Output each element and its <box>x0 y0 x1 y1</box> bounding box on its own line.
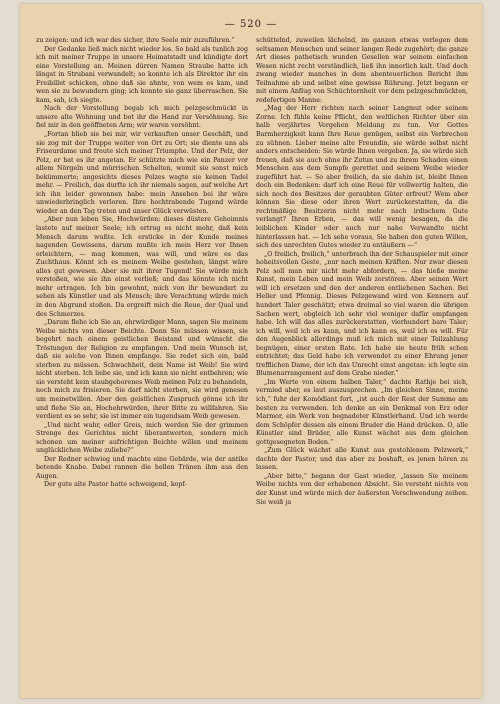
paragraph: „Fortan blieb sie bei mir, wir verkauften unser Geschäft, und sie zog mit der Truppe weiter von Ort zu Ort; sie diente uns als Friseurdame und freute sich meiner Triumphe. Und der Pelz, der Pelz, er hat es ihr angetan. Er schützte mich wie ein Panzer vor allem Nörgeln und mürrischen Schelten, womit sie sonst mich bekümmerte; angesichts dieses Pelzes wagte sie keinen Tadel mehr. — Freilich, das durfte ich ihr niemals sagen, auf welche Art ich ihn leider gewonnen habe: mein Ansehen bei ihr wäre unwiederbringlich verloren. Ihre hochtrabende Tugend würde wieder an den Tag treten und unser Glück verwüsten. <box>36 131 248 215</box>
newspaper-page <box>20 4 482 698</box>
text-column-right <box>256 37 468 507</box>
paragraph: Der gute alte Pastor hatte schweigend, kopf- <box>44 481 187 489</box>
paragraph: „Mag der Herr richten nach seiner Langmut oder seinem Zorne. Ich fühle keine Pflicht, den weltlichen Richter über ein halb verjährtes Vergehen Meldung zu tun. Vor Gottes Barmherzigkeit kann Ihre Reue genügen, selbst ein Verbrechen zu sühnen. Lieber meine alte Freundin, sie würde selbst nicht anders entscheiden: Sie würde Ihnen vergeben. Ja, sie würde sich freuen, daß sie auch ohne ihr Zutun und zu ihrem Schaden einen Menschen aus dem Sumpfe gerettet und seinem Weibe wieder zugeführt hat. — So aber freilich, da sie dahin ist, bleibt Ihnen doch ein Bedenken: darf ich eine Reue für vollwertig halten, die sich noch des Besitzes der geraubten Güter erfreut? Wem aber können Sie diese oder ihren Wert zurückerstatten, da die rechtmäßige Besitzerin nicht mehr nach irdischem Gute verlangt? Ihren Erben, — das will wenig besagen, da die leiblichen Kinder oder auch nur nahe Verwandte nicht hinterlassen hat. — Ich sehe voraus, Sie haben den guten Willen, sich des unrechten Gutes wieder zu entäußern —“ <box>256 105 468 250</box>
paragraph: Der Gedanke ließ mich nicht wieder los. So bald als tunlich zog ich mit meiner Truppe in unsere Heimatstadt und kündigte dort eine Vorstellung an. Meinen dürren Namen Straube hatte ich längst in Strubani verwandelt; so konnte ich als Direktor ihr ein Freibillet schicken, ohne daß sie ahnte, von wem es kam, und wen sie zu bewundern ging; ich konnte sie ganz überraschen. Sie kam, sah, ich siegte. <box>36 45 248 104</box>
paragraph: „Aber nun leben Sie, Hochwürden: dieses düstere Geheimnis lastete auf meiner Seele; ich ertrug es nicht mehr, daß kein Mensch darum wußte. Ich ersticke in der Kunde meines nagenden Gewissens, darum mußte ich mein Herz vor Ihnen erleichtern, — mag kommen, was will, und wäre es das Zuchthaus. Könnt ich es meinem Weibe gestehen, längst wäre alles gut gewesen. Aber sie mit ihrer Tugend! Sie würde mich verstoßen, wie sie ihn einst verließ; und das könnte ich nicht mehr ertragen. Ich bin gewohnt, mich von ihr bewundert zu sehen als Künstler und als Mensch; ihre Verachtung würde mich in den Abgrund stoßen. Da ergreift mich die Reue, der Qual und des Schmerzes. <box>36 216 248 318</box>
paragraph: „Und nicht wahr, edler Greis, mich werden Sie der grimmen Strenge des Gerichtes nicht überantworten, sondern mich schonen um meiner aufrichtigen Beichte willen und meinem unglücklichen Weibe zuliebe?“ <box>36 421 248 455</box>
paragraph: Der Redner schwieg und machte eine Gebärde, wie der antike betende Knabe. Dabei rannen die hellen Tränen ihm aus den Augen. <box>36 455 248 480</box>
paragraph: „Darum flehe ich Sie an, ehrwürdiger Mann, sagen Sie meinem Weibe nichts von dieser Beichte. Denn Sie müssen wissen, sie begehrt nach einem geistlichen Beistand und wünscht die Tröstungen der Religion zu empfangen. Und mein Wunsch ist, daß sie solche von Ihnen empfange. Sie redet sich ein, bald sterben zu müssen. Schwachheit, dein Name ist Weib! Sie wird nicht sterben. Ich liebe sie, und ich kann sie nicht entbehren; wie sie versteht kein staubgeborenes Weib meinen Pelz zu behandeln, noch mich zu frisieren. Sie darf nicht sterben, sie wird genesen um meinetwillen. Aber den geistlichen Zuspruch gönne ich ihr und flehe Sie an, Hochehrwürden, ihrer Bitte zu willfahren. Sie verdient es so sehr, sie ist immer ein tugendsam Weib gewesen. <box>36 319 248 421</box>
paragraph: Nach der Vorstellung begab ich mich pelzgeschmückt in unsere alte Wohnung und bot ihr die Hand zur Versöhnung. Sie fiel mir in den geöffneten Arm; wir waren versöhnt. <box>36 105 248 130</box>
paragraph: „Aber bitte,“ begann der Gast wieder, „lassen Sie meinem Weibe nichts von der erhabenen Absicht. Sie versteht nichts von der Kunst und würde mich der äußersten Verschwendung zeihen. Sie weiß ja <box>256 472 468 506</box>
paragraph: zu zeigen: und ich war des sicher, ihre Seele mir zuzuführen.“ <box>36 37 235 44</box>
page-number: — 520 — <box>224 19 278 30</box>
paragraph: „Zum Glück wächst alle Kunst aus gestohlenem Pelzwerk,“ dachte der Pastor, und das aber zu boshaft, es jenen hören zu lassen. <box>256 447 468 472</box>
paragraph: schüttelnd, zuweilen lächelnd, im ganzen etwas verlegen dem seltsamen Menschen und seiner langen Rede zugehört; die ganze Art dieses pathetisch wunden Gesellen war seinem einfachen Wesen nicht recht verständlich, ließ ihn innerlich kalt. Und doch zwang wieder manches in dem abenteuerlichen Bericht ihm Teilnahme ab und selbst eine gewisse Rührung. Jetzt begann er mit einem Anflug von Schüchternheit vor dem pelzgeschmückten, redefertigen Manne: <box>256 37 468 104</box>
text-column-left <box>36 37 248 490</box>
paragraph: „Im Werte von einem halben Taler,“ dachte Rathje bei sich, vermied aber, es laut auszusprechen. „Im gleichen Sinne, meine ich,“ fuhr der Komödiant fort, „ist auch der Rest der Summe am besten zu verwenden. Ich denke an ein Denkmal von Erz oder Marmor, ein Werk von begnadeter Künstlerhand. Und ich werde dem Schöpfer dessen als einem Bruder die Hand drücken. O, alle Künstler sind Brüder, alle Kunst wächst aus dem gleichen gottgesegneten Boden.“ <box>256 378 468 446</box>
paragraph: „O freilich, freilich,“ unterbrach ihn der Schauspieler mit einer hoheitsvollen Geste, „nur nach meinen Kräften. Nur zwar diesen Pelz soll man mir nicht mehr abfordern, — das hieße meine Kunst, mein Leben und mein Weib zerstören. Aber seinen Wert will ich ersetzen und den der anderen entliehenen Sachen. Bei Heller und Pfennig. Dieses Pelzgewand wird von Kennern auf hundert Taler geschätzt; etwa dreimal so viel waren die übrigen Sachen wert, obgleich ich sehr viel weniger dafür empfangen habe. Ich will das alles zurückerstatten, vierhundert bare Taler; ich will, weil ich es kann, und ich kann es, weil ich es will. Für den Augenblick allerdings muß ich mich mit einer Teilzahlung begnügen, einer ersten Rate. Ich habe sie heute früh schon entrichtet; das Geld habe ich verwendet zu einer Ehrung jener trefflichen Dame, der ich das Unrecht einst angetan: ich legte ein Blumenarrangement auf dem Grabe nieder.“ <box>256 250 468 378</box>
